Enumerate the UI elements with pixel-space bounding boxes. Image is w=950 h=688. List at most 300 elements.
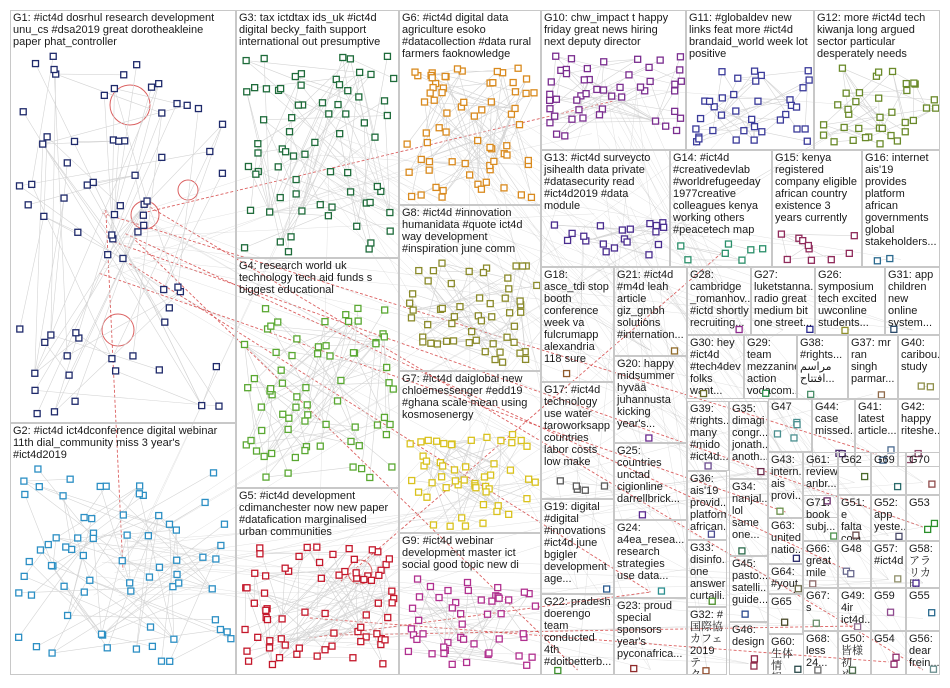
node[interactable]: [382, 637, 388, 643]
node[interactable]: [72, 138, 78, 144]
node[interactable]: [64, 160, 70, 166]
group-g20[interactable]: [614, 356, 687, 443]
node[interactable]: [719, 95, 725, 101]
node[interactable]: [597, 223, 603, 229]
node[interactable]: [72, 398, 78, 404]
node[interactable]: [843, 90, 849, 96]
node[interactable]: [317, 443, 323, 449]
node[interactable]: [63, 544, 69, 550]
node[interactable]: [161, 287, 167, 293]
node[interactable]: [369, 547, 375, 553]
node[interactable]: [879, 125, 885, 131]
node[interactable]: [373, 341, 379, 347]
node[interactable]: [137, 483, 143, 489]
node[interactable]: [340, 55, 346, 61]
node[interactable]: [69, 546, 75, 552]
node[interactable]: [581, 77, 587, 83]
node[interactable]: [481, 474, 487, 480]
node[interactable]: [355, 305, 361, 311]
node[interactable]: [863, 135, 869, 141]
node[interactable]: [213, 556, 219, 562]
node[interactable]: [759, 129, 765, 135]
node[interactable]: [462, 161, 468, 167]
node[interactable]: [103, 483, 109, 489]
node[interactable]: [50, 53, 56, 59]
node[interactable]: [517, 122, 523, 128]
node[interactable]: [752, 68, 758, 74]
node[interactable]: [504, 334, 510, 340]
node[interactable]: [109, 232, 115, 238]
node[interactable]: [51, 67, 57, 73]
node[interactable]: [443, 485, 449, 491]
node[interactable]: [894, 138, 900, 144]
node[interactable]: [800, 85, 806, 91]
node[interactable]: [638, 84, 644, 90]
node[interactable]: [518, 192, 524, 198]
node[interactable]: [407, 300, 413, 306]
node[interactable]: [601, 59, 607, 65]
node[interactable]: [285, 426, 291, 432]
node[interactable]: [808, 257, 814, 263]
node[interactable]: [121, 72, 127, 78]
node[interactable]: [345, 88, 351, 94]
node[interactable]: [483, 489, 489, 495]
node[interactable]: [794, 104, 800, 110]
node[interactable]: [132, 172, 138, 178]
node[interactable]: [359, 466, 365, 472]
node[interactable]: [707, 98, 713, 104]
node[interactable]: [557, 478, 563, 484]
node[interactable]: [631, 666, 637, 672]
node[interactable]: [933, 105, 939, 111]
node[interactable]: [835, 102, 841, 108]
node[interactable]: [20, 109, 26, 115]
node[interactable]: [166, 305, 172, 311]
node[interactable]: [494, 508, 500, 514]
node[interactable]: [288, 234, 294, 240]
node[interactable]: [404, 141, 410, 147]
node[interactable]: [337, 82, 343, 88]
node[interactable]: [853, 99, 859, 105]
node[interactable]: [547, 91, 553, 97]
node[interactable]: [569, 230, 575, 236]
group-g11[interactable]: [686, 10, 814, 150]
node[interactable]: [390, 386, 396, 392]
node[interactable]: [678, 78, 684, 84]
node[interactable]: [805, 243, 811, 249]
node[interactable]: [381, 414, 387, 420]
node[interactable]: [124, 532, 130, 538]
node[interactable]: [653, 118, 659, 124]
node[interactable]: [119, 558, 125, 564]
node[interactable]: [735, 75, 741, 81]
node[interactable]: [262, 590, 268, 596]
node[interactable]: [441, 441, 447, 447]
node[interactable]: [473, 337, 479, 343]
node[interactable]: [269, 450, 275, 456]
node[interactable]: [412, 69, 418, 75]
node[interactable]: [523, 356, 529, 362]
group-g5[interactable]: [236, 488, 399, 675]
node[interactable]: [927, 384, 933, 390]
group-g10[interactable]: [541, 10, 686, 150]
node[interactable]: [685, 257, 691, 263]
group-g30[interactable]: [687, 335, 744, 399]
node[interactable]: [805, 68, 811, 74]
node[interactable]: [853, 532, 859, 538]
node[interactable]: [484, 611, 490, 617]
node[interactable]: [500, 359, 506, 365]
node[interactable]: [489, 598, 495, 604]
node[interactable]: [418, 156, 424, 162]
node[interactable]: [777, 508, 783, 514]
node[interactable]: [458, 611, 464, 617]
node[interactable]: [16, 183, 22, 189]
node[interactable]: [105, 252, 111, 258]
node[interactable]: [285, 249, 291, 255]
node[interactable]: [329, 204, 335, 210]
node[interactable]: [293, 191, 299, 197]
node[interactable]: [323, 343, 329, 349]
node[interactable]: [245, 385, 251, 391]
node[interactable]: [246, 658, 252, 664]
group-g55[interactable]: [906, 588, 940, 631]
node[interactable]: [285, 470, 291, 476]
node[interactable]: [267, 645, 273, 651]
node[interactable]: [913, 580, 919, 586]
node[interactable]: [122, 138, 128, 144]
node[interactable]: [277, 239, 283, 245]
node[interactable]: [564, 371, 570, 377]
node[interactable]: [895, 576, 901, 582]
node[interactable]: [248, 207, 254, 213]
node[interactable]: [286, 415, 292, 421]
node[interactable]: [409, 478, 415, 484]
node[interactable]: [480, 502, 486, 508]
node[interactable]: [315, 344, 321, 350]
node[interactable]: [128, 588, 134, 594]
node[interactable]: [278, 367, 284, 373]
node[interactable]: [574, 97, 580, 103]
node[interactable]: [200, 554, 206, 560]
node[interactable]: [547, 106, 553, 112]
node[interactable]: [368, 577, 374, 583]
group-g4[interactable]: [236, 258, 399, 488]
node[interactable]: [391, 75, 397, 81]
node[interactable]: [80, 552, 86, 558]
node[interactable]: [440, 463, 446, 469]
node[interactable]: [448, 281, 454, 287]
node[interactable]: [479, 107, 485, 113]
node[interactable]: [855, 624, 861, 630]
group-g71[interactable]: [803, 495, 838, 541]
node[interactable]: [464, 659, 470, 665]
node[interactable]: [742, 611, 748, 617]
node[interactable]: [251, 600, 257, 606]
node[interactable]: [424, 494, 430, 500]
node[interactable]: [32, 370, 38, 376]
node[interactable]: [317, 559, 323, 565]
node[interactable]: [505, 275, 511, 281]
group-g54[interactable]: [871, 631, 906, 675]
node[interactable]: [337, 131, 343, 137]
node[interactable]: [563, 71, 569, 77]
node[interactable]: [156, 564, 162, 570]
node[interactable]: [367, 199, 373, 205]
node[interactable]: [439, 90, 445, 96]
node[interactable]: [568, 56, 574, 62]
group-g63[interactable]: [768, 518, 803, 564]
node[interactable]: [611, 245, 617, 251]
node[interactable]: [507, 467, 513, 473]
node[interactable]: [329, 643, 335, 649]
node[interactable]: [646, 64, 652, 70]
node[interactable]: [480, 270, 486, 276]
node[interactable]: [793, 555, 799, 561]
node[interactable]: [487, 144, 493, 150]
node[interactable]: [733, 108, 739, 114]
node[interactable]: [248, 437, 254, 443]
node[interactable]: [211, 470, 217, 476]
node[interactable]: [261, 453, 267, 459]
node[interactable]: [343, 312, 349, 318]
node[interactable]: [382, 307, 388, 313]
node[interactable]: [21, 478, 27, 484]
node[interactable]: [841, 124, 847, 130]
node[interactable]: [302, 418, 308, 424]
node[interactable]: [423, 458, 429, 464]
node[interactable]: [268, 386, 274, 392]
node[interactable]: [469, 329, 475, 335]
node[interactable]: [410, 605, 416, 611]
group-g1[interactable]: [10, 10, 236, 423]
node[interactable]: [888, 609, 894, 615]
node[interactable]: [326, 111, 332, 117]
node[interactable]: [135, 229, 141, 235]
node[interactable]: [323, 421, 329, 427]
node[interactable]: [931, 97, 937, 103]
node[interactable]: [891, 326, 897, 332]
node[interactable]: [304, 544, 310, 550]
node[interactable]: [848, 571, 854, 577]
node[interactable]: [889, 109, 895, 115]
node[interactable]: [891, 661, 897, 667]
node[interactable]: [61, 195, 67, 201]
node[interactable]: [510, 80, 516, 86]
node[interactable]: [174, 557, 180, 563]
node[interactable]: [512, 89, 518, 95]
node[interactable]: [815, 667, 821, 673]
node[interactable]: [279, 380, 285, 386]
node[interactable]: [635, 56, 641, 62]
node[interactable]: [261, 117, 267, 123]
node[interactable]: [48, 332, 54, 338]
node[interactable]: [523, 90, 529, 96]
node[interactable]: [777, 117, 783, 123]
node[interactable]: [335, 398, 341, 404]
node[interactable]: [874, 258, 880, 264]
node[interactable]: [111, 86, 117, 92]
node[interactable]: [878, 392, 884, 398]
node[interactable]: [257, 545, 263, 551]
node[interactable]: [821, 122, 827, 128]
node[interactable]: [466, 340, 472, 346]
node[interactable]: [904, 87, 910, 93]
node[interactable]: [436, 595, 442, 601]
node[interactable]: [755, 98, 761, 104]
group-g14[interactable]: [670, 150, 772, 267]
node[interactable]: [66, 372, 72, 378]
node[interactable]: [489, 314, 495, 320]
group-g19[interactable]: [541, 499, 614, 594]
node[interactable]: [159, 110, 165, 116]
node[interactable]: [245, 163, 251, 169]
node[interactable]: [380, 661, 386, 667]
node[interactable]: [368, 71, 374, 77]
node[interactable]: [661, 224, 667, 230]
node[interactable]: [511, 323, 517, 329]
node[interactable]: [548, 79, 554, 85]
node[interactable]: [710, 128, 716, 134]
node[interactable]: [562, 133, 568, 139]
node[interactable]: [355, 318, 361, 324]
node[interactable]: [259, 427, 265, 433]
node[interactable]: [931, 520, 937, 526]
node[interactable]: [439, 194, 445, 200]
node[interactable]: [199, 403, 205, 409]
node[interactable]: [677, 67, 683, 73]
group-g3[interactable]: [236, 10, 399, 258]
node[interactable]: [216, 403, 222, 409]
node[interactable]: [416, 617, 422, 623]
node[interactable]: [170, 584, 176, 590]
node[interactable]: [565, 237, 571, 243]
node[interactable]: [389, 464, 395, 470]
node[interactable]: [173, 527, 179, 533]
node[interactable]: [477, 295, 483, 301]
node[interactable]: [84, 182, 90, 188]
node[interactable]: [347, 56, 353, 62]
node[interactable]: [244, 89, 250, 95]
node[interactable]: [510, 432, 516, 438]
node[interactable]: [75, 535, 81, 541]
node[interactable]: [856, 125, 862, 131]
node[interactable]: [741, 128, 747, 134]
node[interactable]: [159, 154, 165, 160]
node[interactable]: [120, 255, 126, 261]
node[interactable]: [113, 368, 119, 374]
node[interactable]: [751, 663, 757, 669]
node[interactable]: [427, 584, 433, 590]
node[interactable]: [733, 137, 739, 143]
node[interactable]: [387, 228, 393, 234]
node[interactable]: [44, 134, 50, 140]
node[interactable]: [367, 474, 373, 480]
node[interactable]: [471, 641, 477, 647]
node[interactable]: [263, 573, 269, 579]
node[interactable]: [279, 616, 285, 622]
node[interactable]: [67, 476, 73, 482]
node[interactable]: [600, 241, 606, 247]
group-g31[interactable]: [885, 267, 940, 335]
node[interactable]: [53, 535, 59, 541]
node[interactable]: [496, 636, 502, 642]
node[interactable]: [358, 639, 364, 645]
group-g21[interactable]: [614, 267, 687, 356]
node[interactable]: [104, 645, 110, 651]
node[interactable]: [40, 141, 46, 147]
node[interactable]: [353, 570, 359, 576]
node[interactable]: [363, 612, 369, 618]
node[interactable]: [524, 76, 530, 82]
node[interactable]: [409, 193, 415, 199]
node[interactable]: [678, 115, 684, 121]
node[interactable]: [144, 198, 150, 204]
node[interactable]: [298, 71, 304, 77]
node[interactable]: [49, 650, 55, 656]
group-g18[interactable]: [541, 267, 614, 382]
group-g16[interactable]: [862, 150, 940, 267]
node[interactable]: [429, 75, 435, 81]
group-g36[interactable]: [687, 471, 727, 540]
node[interactable]: [929, 610, 935, 616]
node[interactable]: [439, 305, 445, 311]
node[interactable]: [278, 86, 284, 92]
node[interactable]: [513, 263, 519, 269]
node[interactable]: [381, 334, 387, 340]
node[interactable]: [407, 441, 413, 447]
node[interactable]: [345, 170, 351, 176]
node[interactable]: [647, 221, 653, 227]
node[interactable]: [327, 353, 333, 359]
node[interactable]: [443, 129, 449, 135]
group-g13[interactable]: [541, 150, 670, 267]
node[interactable]: [449, 321, 455, 327]
node[interactable]: [528, 194, 534, 200]
node[interactable]: [90, 535, 96, 541]
node[interactable]: [287, 129, 293, 135]
node[interactable]: [452, 478, 458, 484]
node[interactable]: [212, 617, 218, 623]
node[interactable]: [758, 469, 764, 475]
node[interactable]: [61, 583, 67, 589]
node[interactable]: [441, 644, 447, 650]
node[interactable]: [877, 114, 883, 120]
node[interactable]: [617, 84, 623, 90]
node[interactable]: [601, 483, 607, 489]
node[interactable]: [929, 481, 935, 487]
node[interactable]: [116, 138, 122, 144]
node[interactable]: [408, 626, 414, 632]
node[interactable]: [305, 412, 311, 418]
node[interactable]: [242, 341, 248, 347]
node[interactable]: [146, 574, 152, 580]
node[interactable]: [282, 642, 288, 648]
node[interactable]: [451, 467, 457, 473]
node[interactable]: [778, 231, 784, 237]
node[interactable]: [457, 304, 463, 310]
node[interactable]: [655, 242, 661, 248]
node[interactable]: [35, 466, 41, 472]
node[interactable]: [382, 98, 388, 104]
group-g51[interactable]: [838, 495, 871, 541]
group-g69[interactable]: [871, 452, 906, 495]
node[interactable]: [604, 586, 610, 592]
group-g9[interactable]: [399, 533, 541, 675]
node[interactable]: [263, 607, 269, 613]
node[interactable]: [430, 268, 436, 274]
node[interactable]: [244, 585, 250, 591]
